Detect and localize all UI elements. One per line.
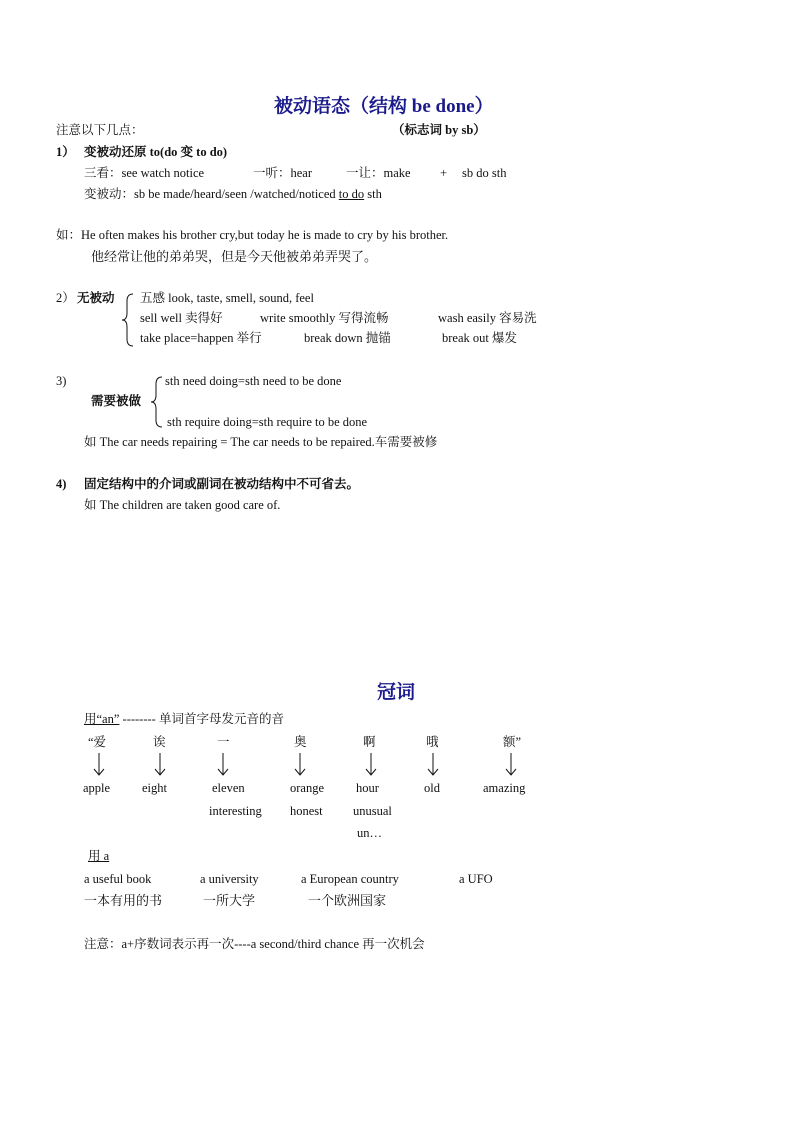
- point-2-five-senses: 五感 look, taste, smell, sound, feel: [140, 291, 314, 305]
- point-2-wash-easily: wash easily 容易洗: [438, 311, 537, 325]
- point-1-hear: 一听：hear: [253, 166, 313, 180]
- sound-a: 啊: [363, 735, 376, 749]
- sound-ai: “爱: [88, 735, 107, 749]
- a-example-cn-country: 一个欧洲国家: [308, 893, 387, 908]
- point-3-title: 需要被做: [91, 394, 142, 408]
- sound-ao: 奥: [294, 735, 307, 749]
- a-example-university: a university: [200, 872, 259, 886]
- note-intro: 注意以下几点：: [56, 123, 144, 137]
- down-arrow-icon: [217, 753, 229, 777]
- point-2-break-out: break out 爆发: [442, 331, 517, 345]
- marker-note: （标志词 by sb）: [392, 123, 486, 137]
- point-1-plus: +: [440, 166, 448, 180]
- word-hour: hour: [356, 781, 379, 795]
- point-4-title: 固定结构中的介词或副词在被动结构中不可省去。: [84, 477, 360, 491]
- point-2-brace: [121, 293, 135, 347]
- point-3-number: 3): [56, 374, 67, 388]
- point-3-require: sth require doing=sth require to be done: [167, 415, 368, 429]
- word-eight: eight: [142, 781, 167, 795]
- point-3-example: 如 The car needs repairing = The car needs to be repaired.车需要被修: [84, 435, 438, 449]
- down-arrow-icon: [427, 753, 439, 777]
- passive-title: 被动语态（结构 be done）: [274, 96, 494, 117]
- point-2-sell-well: sell well 卖得好: [140, 311, 223, 325]
- sound-o: 哦: [426, 735, 439, 749]
- point-1-see: 三看：see watch notice: [84, 166, 205, 180]
- point-1-number: 1）: [56, 145, 75, 159]
- point-3-need: sth need doing=sth need to be done: [165, 374, 342, 388]
- point-1-sb-do-sth: sb do sth: [462, 166, 507, 180]
- point-1-title: 变被动还原 to(do 变 to do): [84, 145, 228, 159]
- passive-form-sth: sth: [367, 187, 382, 201]
- an-rule: [84, 712, 284, 727]
- a-example-ufo: a UFO: [459, 872, 493, 886]
- word-apple: apple: [83, 781, 111, 795]
- down-arrow-icon: [365, 753, 377, 777]
- word-amazing: amazing: [483, 781, 526, 795]
- word-unusual: unusual: [353, 804, 392, 818]
- point-2-break-down: break down 抛锚: [304, 331, 391, 345]
- example-chinese: 他经常让他的弟弟哭，但是今天他被弟弟弄哭了。: [91, 249, 378, 264]
- down-arrow-icon: [154, 753, 166, 777]
- an-rule-text: -------- 单词首字母发元音的音: [122, 712, 284, 726]
- word-old: old: [424, 781, 440, 795]
- passive-form-text: 变被动：sb be made/heard/seen /watched/noticed: [84, 187, 336, 201]
- down-arrow-icon: [505, 753, 517, 777]
- sound-yi: 一: [217, 735, 230, 749]
- ordinal-note: 注意：a+序数词表示再一次----a second/third chance 再一次机会: [84, 937, 425, 951]
- an-rule-label: 用“an”: [84, 712, 120, 726]
- point-2-take-place: take place=happen 举行: [140, 331, 262, 345]
- sound-ei: 诶: [153, 735, 166, 749]
- point-4-example: 如 The children are taken good care of.: [84, 498, 281, 512]
- point-2-write-smoothly: write smoothly 写得流畅: [260, 311, 389, 325]
- a-rule: 用 a: [88, 849, 110, 863]
- down-arrow-icon: [294, 753, 306, 777]
- a-example-european-country: a European country: [301, 872, 399, 886]
- word-un: un…: [357, 826, 382, 840]
- article-title: 冠词: [377, 682, 416, 703]
- point-4-number: 4): [56, 477, 67, 491]
- example-english: 如：He often makes his brother cry,but today he is made to cry by his brother.: [56, 228, 449, 242]
- word-honest: honest: [290, 804, 323, 818]
- point-1-passive-form: [84, 187, 382, 202]
- point-3-brace: [150, 376, 164, 428]
- down-arrow-icon: [93, 753, 105, 777]
- a-example-cn-university: 一所大学: [203, 893, 256, 908]
- word-interesting: interesting: [209, 804, 262, 818]
- a-example-cn-book: 一本有用的书: [84, 893, 163, 908]
- point-2-title: 无被动: [77, 291, 115, 305]
- word-eleven: eleven: [212, 781, 245, 795]
- sound-e: 额”: [503, 735, 522, 749]
- a-example-useful-book: a useful book: [84, 872, 152, 886]
- word-orange: orange: [290, 781, 325, 795]
- passive-form-to-do: to do: [338, 187, 365, 201]
- point-1-make: 一让：make: [346, 166, 411, 180]
- point-2-number: 2）: [56, 291, 75, 305]
